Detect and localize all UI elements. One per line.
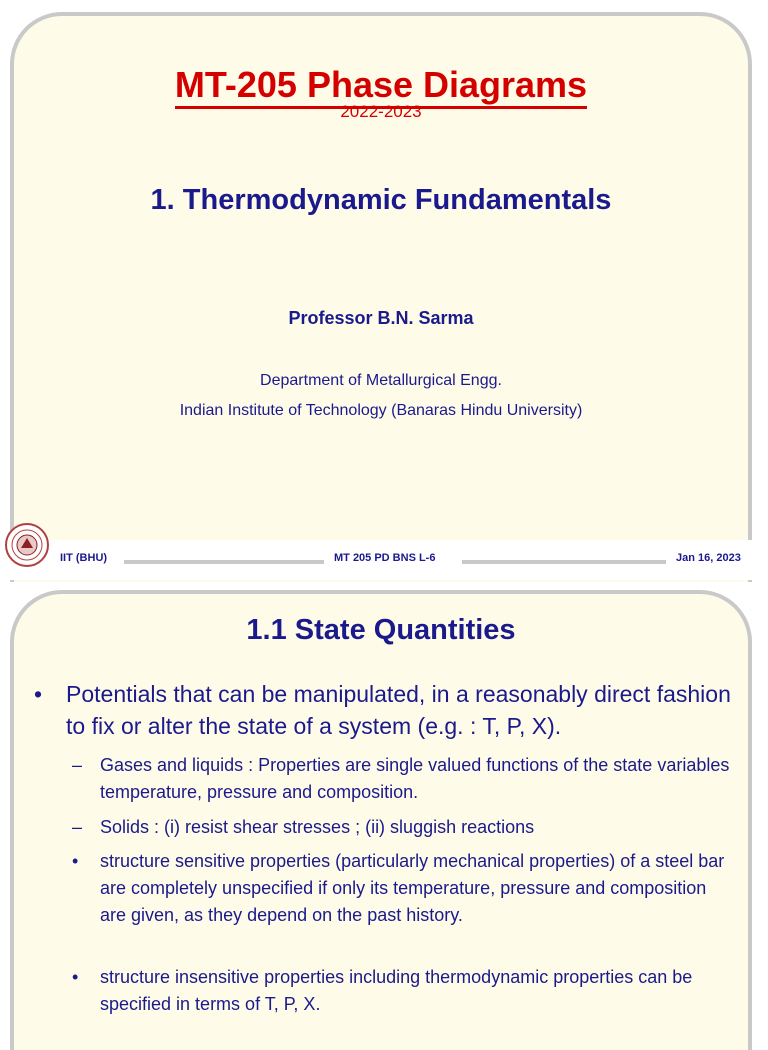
list-item: – Gases and liquids : Properties are single valued functions of the state variables temperature, pressure and composition.	[72, 755, 730, 802]
section-title: 1. Thermodynamic Fundamentals	[150, 184, 612, 216]
bullet-marker: •	[34, 681, 43, 707]
bullet-main: • Potentials that can be manipulated, in a reasonably direct fashion to fix or alter the state of a system (e.g. : T, P, X).	[34, 678, 734, 742]
footer-left: IIT (BHU)	[60, 552, 108, 564]
course-title: MT-205 Phase Diagrams	[14, 64, 748, 106]
list-item: • structure sensitive properties (particularly mechanical properties) of a steel bar are completely unspecified if only its temperature, pressure and composition are given, as they depend on the past history.	[72, 851, 725, 925]
affiliation	[14, 366, 748, 426]
title-slide	[10, 12, 752, 582]
list-item: • structure insensitive properties including thermodynamic properties can be specified in terms of T, P, X.	[72, 967, 693, 1014]
department: Department of Metallurgical Engg.	[260, 372, 502, 389]
slide-footer	[0, 540, 768, 580]
academic-year: 2022-2023	[340, 102, 422, 121]
list-item: – Solids : (i) resist shear stresses ; (ii) sluggish reactions	[72, 817, 535, 837]
slide-title: 1.1 State Quantities	[246, 614, 516, 646]
author-name: Professor B.N. Sarma	[288, 308, 474, 328]
institute-seal-icon	[4, 522, 50, 568]
institute: Indian Institute of Technology (Banaras Hindu University)	[179, 402, 583, 419]
content-slide	[10, 590, 752, 1050]
footer-rule-right	[462, 560, 666, 564]
footer-date: Jan 16, 2023	[676, 552, 741, 564]
footer-center: MT 205 PD BNS L-6	[334, 552, 436, 564]
footer-rule-left	[124, 560, 324, 564]
